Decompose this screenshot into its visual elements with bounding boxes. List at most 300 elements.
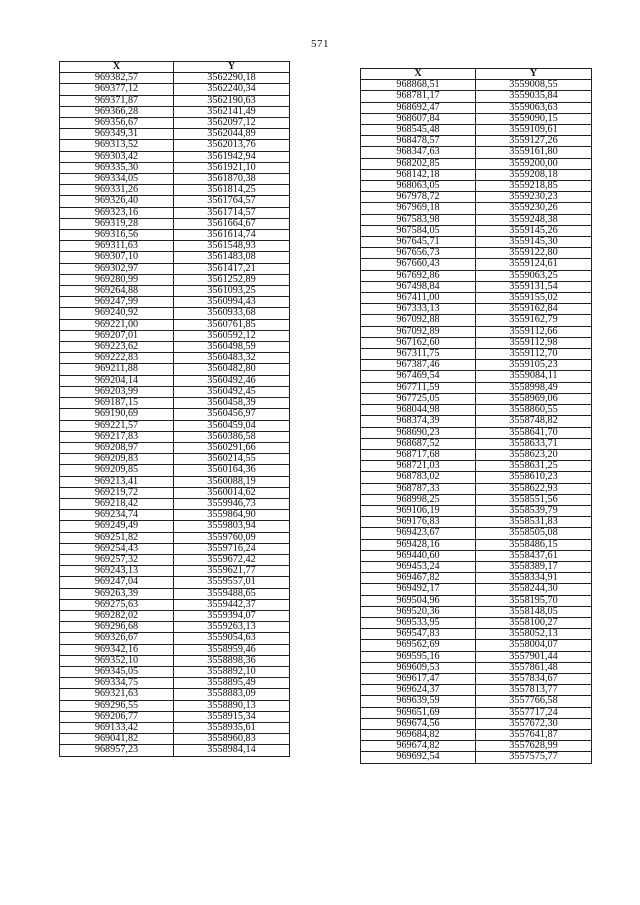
cell-x: 968044,98 (361, 405, 476, 416)
cell-x: 967583,98 (361, 214, 476, 225)
cell-y: 3557901,44 (476, 651, 592, 662)
table-header-row (361, 69, 592, 80)
table-row (60, 420, 290, 431)
table-row (361, 169, 592, 180)
table-row (361, 617, 592, 628)
cell-x: 969609,53 (361, 662, 476, 673)
cell-y: 3558505,08 (476, 528, 592, 539)
table-row (361, 595, 592, 606)
cell-y: 3558244,30 (476, 584, 592, 595)
cell-y: 3561664,67 (174, 218, 290, 229)
cell-y: 3559394,07 (174, 610, 290, 621)
cell-x: 969352,10 (60, 655, 174, 666)
cell-y: 3561814,25 (174, 185, 290, 196)
cell-x: 969234,74 (60, 510, 174, 521)
cell-y: 3557575,77 (476, 752, 592, 763)
table-row (361, 113, 592, 124)
table-row (361, 561, 592, 572)
table-row (60, 353, 290, 364)
cell-y: 3559200,00 (476, 158, 592, 169)
table-row (361, 640, 592, 651)
cell-y: 3560482,80 (174, 364, 290, 375)
cell-y: 3561093,25 (174, 286, 290, 297)
cell-x: 967711,59 (361, 382, 476, 393)
table-row (60, 241, 290, 252)
table-row (60, 375, 290, 386)
cell-y: 3560386,58 (174, 431, 290, 442)
table-row (361, 405, 592, 416)
cell-y: 3559864,90 (174, 510, 290, 521)
cell-y: 3559008,55 (476, 80, 592, 91)
cell-x: 969280,99 (60, 274, 174, 285)
table-row (60, 398, 290, 409)
cell-x: 969251,82 (60, 532, 174, 543)
cell-x: 967969,18 (361, 203, 476, 214)
cell-x: 969674,82 (361, 741, 476, 752)
table-row (60, 330, 290, 341)
cell-y: 3559090,15 (476, 113, 592, 124)
table-row (361, 125, 592, 136)
cell-y: 3560498,59 (174, 342, 290, 353)
cell-y: 3561252,89 (174, 274, 290, 285)
cell-x: 967387,46 (361, 360, 476, 371)
table-row (361, 427, 592, 438)
cell-x: 969321,63 (60, 689, 174, 700)
cell-x: 969204,14 (60, 375, 174, 386)
cell-x: 969382,57 (60, 73, 174, 84)
table-row (361, 584, 592, 595)
table-row (361, 102, 592, 113)
table-row (361, 293, 592, 304)
cell-x: 969217,83 (60, 431, 174, 442)
cell-x: 967978,72 (361, 192, 476, 203)
table-row (361, 472, 592, 483)
cell-x: 969453,24 (361, 561, 476, 572)
table-header-row (60, 62, 290, 73)
cell-y: 3561870,38 (174, 174, 290, 185)
cell-x: 969247,04 (60, 577, 174, 588)
cell-y: 3561942,94 (174, 151, 290, 162)
cell-x: 967660,43 (361, 259, 476, 270)
cell-y: 3559145,26 (476, 225, 592, 236)
table-row (60, 543, 290, 554)
cell-x: 968781,17 (361, 91, 476, 102)
cell-x: 969331,26 (60, 185, 174, 196)
table-row (361, 304, 592, 315)
cell-x: 969133,42 (60, 722, 174, 733)
cell-x: 969624,37 (361, 685, 476, 696)
cell-x: 969296,55 (60, 700, 174, 711)
cell-y: 3558539,79 (476, 505, 592, 516)
cell-y: 3557766,58 (476, 696, 592, 707)
cell-x: 969249,49 (60, 521, 174, 532)
cell-y: 3558389,17 (476, 561, 592, 572)
cell-y: 3557628,99 (476, 741, 592, 752)
table-row (60, 218, 290, 229)
cell-y: 3562190,63 (174, 95, 290, 106)
cell-x: 969296,68 (60, 622, 174, 633)
cell-y: 3559109,61 (476, 125, 592, 136)
table-row (60, 510, 290, 521)
table-row (60, 319, 290, 330)
cell-y: 3559161,80 (476, 147, 592, 158)
cell-y: 3560456,97 (174, 409, 290, 420)
cell-y: 3559122,80 (476, 248, 592, 259)
cell-x: 969206,77 (60, 711, 174, 722)
cell-y: 3559672,42 (174, 554, 290, 565)
cell-y: 3559162,79 (476, 315, 592, 326)
cell-x: 967311,75 (361, 349, 476, 360)
table-row (361, 517, 592, 528)
cell-x: 969254,43 (60, 543, 174, 554)
cell-x: 969467,82 (361, 573, 476, 584)
cell-y: 3560761,85 (174, 319, 290, 330)
table-row (361, 606, 592, 617)
table-row (60, 465, 290, 476)
cell-x: 969356,67 (60, 118, 174, 129)
table-row (361, 270, 592, 281)
cell-x: 969533,95 (361, 617, 476, 628)
table-row (60, 84, 290, 95)
cell-x: 969345,05 (60, 666, 174, 677)
cell-x: 967692,86 (361, 270, 476, 281)
cell-y: 3558486,15 (476, 539, 592, 550)
cell-y: 3558633,71 (476, 438, 592, 449)
table-row (60, 599, 290, 610)
cell-x: 969674,56 (361, 718, 476, 729)
cell-x: 968787,33 (361, 483, 476, 494)
cell-y: 3562141,49 (174, 106, 290, 117)
cell-y: 3560014,62 (174, 487, 290, 498)
table-row (60, 554, 290, 565)
table-row (60, 342, 290, 353)
table-row (60, 409, 290, 420)
cell-x: 969203,99 (60, 386, 174, 397)
cell-x: 969207,01 (60, 330, 174, 341)
cell-x: 968607,84 (361, 113, 476, 124)
table-row (60, 95, 290, 106)
cell-y: 3560933,68 (174, 308, 290, 319)
cell-y: 3559112,70 (476, 349, 592, 360)
cell-y: 3559127,26 (476, 136, 592, 147)
cell-x: 968347,63 (361, 147, 476, 158)
cell-x: 969221,00 (60, 319, 174, 330)
table-row (361, 662, 592, 673)
cell-x: 967498,84 (361, 281, 476, 292)
cell-y: 3559557,01 (174, 577, 290, 588)
cell-x: 969428,16 (361, 539, 476, 550)
cell-x: 969211,88 (60, 364, 174, 375)
table-row (361, 696, 592, 707)
cell-y: 3558551,56 (476, 494, 592, 505)
cell-x: 968957,23 (60, 745, 174, 756)
cell-x: 968202,85 (361, 158, 476, 169)
cell-y: 3559230,23 (476, 192, 592, 203)
table-row (361, 214, 592, 225)
table-row (60, 476, 290, 487)
table-row (60, 711, 290, 722)
table-row (361, 203, 592, 214)
cell-x: 969218,42 (60, 498, 174, 509)
cell-x: 969264,88 (60, 286, 174, 297)
cell-y: 3559263,13 (174, 622, 290, 633)
cell-y: 3558998,49 (476, 382, 592, 393)
table-row (361, 752, 592, 763)
cell-y: 3560214,55 (174, 454, 290, 465)
cell-x: 969504,96 (361, 595, 476, 606)
cell-y: 3558890,13 (174, 700, 290, 711)
cell-y: 3559145,30 (476, 237, 592, 248)
cell-y: 3558935,61 (174, 722, 290, 733)
table-row (361, 550, 592, 561)
table-row (60, 174, 290, 185)
cell-y: 3558959,46 (174, 644, 290, 655)
cell-x: 967725,05 (361, 393, 476, 404)
table-row (60, 745, 290, 756)
cell-x: 969319,28 (60, 218, 174, 229)
cell-y: 3558195,70 (476, 595, 592, 606)
cell-y: 3559716,24 (174, 543, 290, 554)
cell-x: 969323,16 (60, 207, 174, 218)
table-row (361, 685, 592, 696)
table-row (361, 651, 592, 662)
cell-x: 968692,47 (361, 102, 476, 113)
cell-x: 967092,89 (361, 326, 476, 337)
cell-x: 968478,57 (361, 136, 476, 147)
cell-y: 3557834,67 (476, 673, 592, 684)
table-row (361, 259, 592, 270)
table-row (60, 263, 290, 274)
column-header-x: X (361, 69, 476, 80)
cell-y: 3560492,45 (174, 386, 290, 397)
cell-x: 969562,69 (361, 640, 476, 651)
cell-y: 3559946,73 (174, 498, 290, 509)
table-row (60, 678, 290, 689)
cell-x: 969316,56 (60, 230, 174, 241)
cell-y: 3558623,20 (476, 449, 592, 460)
cell-y: 3558748,82 (476, 416, 592, 427)
cell-y: 3562044,89 (174, 129, 290, 140)
table-row (361, 248, 592, 259)
cell-y: 3562013,76 (174, 140, 290, 151)
cell-y: 3559112,98 (476, 337, 592, 348)
cell-x: 969520,36 (361, 606, 476, 617)
cell-x: 969371,87 (60, 95, 174, 106)
cell-x: 968063,05 (361, 181, 476, 192)
cell-x: 969209,83 (60, 454, 174, 465)
table-row (361, 147, 592, 158)
cell-y: 3561764,57 (174, 196, 290, 207)
table-row (60, 185, 290, 196)
cell-x: 968998,25 (361, 494, 476, 505)
cell-y: 3560164,36 (174, 465, 290, 476)
table-row (361, 281, 592, 292)
table-row (60, 230, 290, 241)
cell-y: 3559105,23 (476, 360, 592, 371)
cell-x: 969423,67 (361, 528, 476, 539)
table-row (60, 207, 290, 218)
table-row (361, 136, 592, 147)
cell-y: 3560483,32 (174, 353, 290, 364)
cell-y: 3558960,83 (174, 734, 290, 745)
cell-x: 969492,17 (361, 584, 476, 595)
cell-y: 3558631,25 (476, 461, 592, 472)
cell-y: 3558052,13 (476, 629, 592, 640)
cell-x: 969326,67 (60, 633, 174, 644)
cell-y: 3559063,63 (476, 102, 592, 113)
cell-x: 967092,88 (361, 315, 476, 326)
cell-x: 969684,82 (361, 729, 476, 740)
cell-y: 3561548,93 (174, 241, 290, 252)
coordinates-table-right (360, 68, 592, 764)
table-row (60, 297, 290, 308)
cell-x: 969377,12 (60, 84, 174, 95)
cell-y: 3558898,36 (174, 655, 290, 666)
cell-y: 3559084,11 (476, 371, 592, 382)
cell-x: 969349,31 (60, 129, 174, 140)
cell-x: 967645,71 (361, 237, 476, 248)
table-row (60, 151, 290, 162)
table-row (361, 416, 592, 427)
cell-x: 969208,97 (60, 442, 174, 453)
cell-x: 969307,10 (60, 252, 174, 263)
cell-y: 3561714,57 (174, 207, 290, 218)
cell-y: 3560459,04 (174, 420, 290, 431)
table-row (60, 666, 290, 677)
table-row (60, 286, 290, 297)
cell-y: 3559131,54 (476, 281, 592, 292)
table-row (361, 528, 592, 539)
table-row (60, 700, 290, 711)
table-row (60, 644, 290, 655)
table-row (60, 689, 290, 700)
cell-x: 969335,30 (60, 162, 174, 173)
table-row (60, 588, 290, 599)
cell-x: 969302,97 (60, 263, 174, 274)
table-row (361, 80, 592, 91)
table-row (60, 610, 290, 621)
cell-y: 3558334,91 (476, 573, 592, 584)
cell-x: 967411,00 (361, 293, 476, 304)
cell-y: 3559112,66 (476, 326, 592, 337)
table-row (60, 734, 290, 745)
table-row (361, 729, 592, 740)
cell-x: 969313,52 (60, 140, 174, 151)
cell-x: 969176,83 (361, 517, 476, 528)
column-header-y: Y (476, 69, 592, 80)
cell-x: 969617,47 (361, 673, 476, 684)
cell-y: 3559218,85 (476, 181, 592, 192)
table-row (60, 308, 290, 319)
cell-x: 969263,39 (60, 588, 174, 599)
cell-y: 3558915,34 (174, 711, 290, 722)
table-row (60, 622, 290, 633)
table-row (60, 431, 290, 442)
cell-x: 969303,42 (60, 151, 174, 162)
cell-y: 3558004,07 (476, 640, 592, 651)
cell-x: 969187,15 (60, 398, 174, 409)
cell-x: 968687,52 (361, 438, 476, 449)
cell-y: 3558100,27 (476, 617, 592, 628)
cell-y: 3561483,08 (174, 252, 290, 263)
table-row (60, 521, 290, 532)
cell-x: 969221,57 (60, 420, 174, 431)
cell-y: 3560088,19 (174, 476, 290, 487)
cell-y: 3558437,61 (476, 550, 592, 561)
cell-y: 3560492,46 (174, 375, 290, 386)
table-row (361, 349, 592, 360)
cell-x: 969334,05 (60, 174, 174, 185)
table-row (60, 655, 290, 666)
table-row (60, 633, 290, 644)
table-row (60, 386, 290, 397)
table-row (361, 158, 592, 169)
cell-x: 968783,02 (361, 472, 476, 483)
table-row (361, 629, 592, 640)
cell-y: 3559054,63 (174, 633, 290, 644)
table-row (361, 315, 592, 326)
cell-y: 3559621,77 (174, 566, 290, 577)
cell-y: 3558984,14 (174, 745, 290, 756)
table-row (361, 573, 592, 584)
table-row (60, 274, 290, 285)
cell-x: 969243,13 (60, 566, 174, 577)
cell-x: 969240,92 (60, 308, 174, 319)
table-row (361, 505, 592, 516)
table-row (60, 487, 290, 498)
cell-x: 969282,02 (60, 610, 174, 621)
column-header-y: Y (174, 62, 290, 73)
cell-y: 3559035,84 (476, 91, 592, 102)
cell-x: 969547,83 (361, 629, 476, 640)
cell-y: 3558883,09 (174, 689, 290, 700)
cell-y: 3561921,10 (174, 162, 290, 173)
table-row (361, 382, 592, 393)
cell-x: 967162,60 (361, 337, 476, 348)
table-row (60, 532, 290, 543)
table-row (60, 722, 290, 733)
table-row (361, 181, 592, 192)
cell-x: 969692,54 (361, 752, 476, 763)
table-row (60, 106, 290, 117)
table-row (361, 237, 592, 248)
cell-x: 969595,16 (361, 651, 476, 662)
table-row (361, 337, 592, 348)
cell-x: 969275,63 (60, 599, 174, 610)
cell-x: 968374,39 (361, 416, 476, 427)
table-row (60, 162, 290, 173)
cell-y: 3558860,55 (476, 405, 592, 416)
table-row (361, 483, 592, 494)
cell-y: 3560291,66 (174, 442, 290, 453)
cell-x: 969213,41 (60, 476, 174, 487)
cell-x: 969342,16 (60, 644, 174, 655)
table-row (361, 91, 592, 102)
cell-x: 968142,18 (361, 169, 476, 180)
cell-y: 3558622,93 (476, 483, 592, 494)
table-row (60, 364, 290, 375)
table-row (361, 438, 592, 449)
table-row (60, 129, 290, 140)
table-row (361, 539, 592, 550)
cell-x: 968690,23 (361, 427, 476, 438)
coordinates-table-left (59, 61, 290, 757)
table-row (60, 498, 290, 509)
cell-x: 969219,72 (60, 487, 174, 498)
cell-y: 3558969,06 (476, 393, 592, 404)
cell-y: 3559230,26 (476, 203, 592, 214)
cell-y: 3557813,77 (476, 685, 592, 696)
